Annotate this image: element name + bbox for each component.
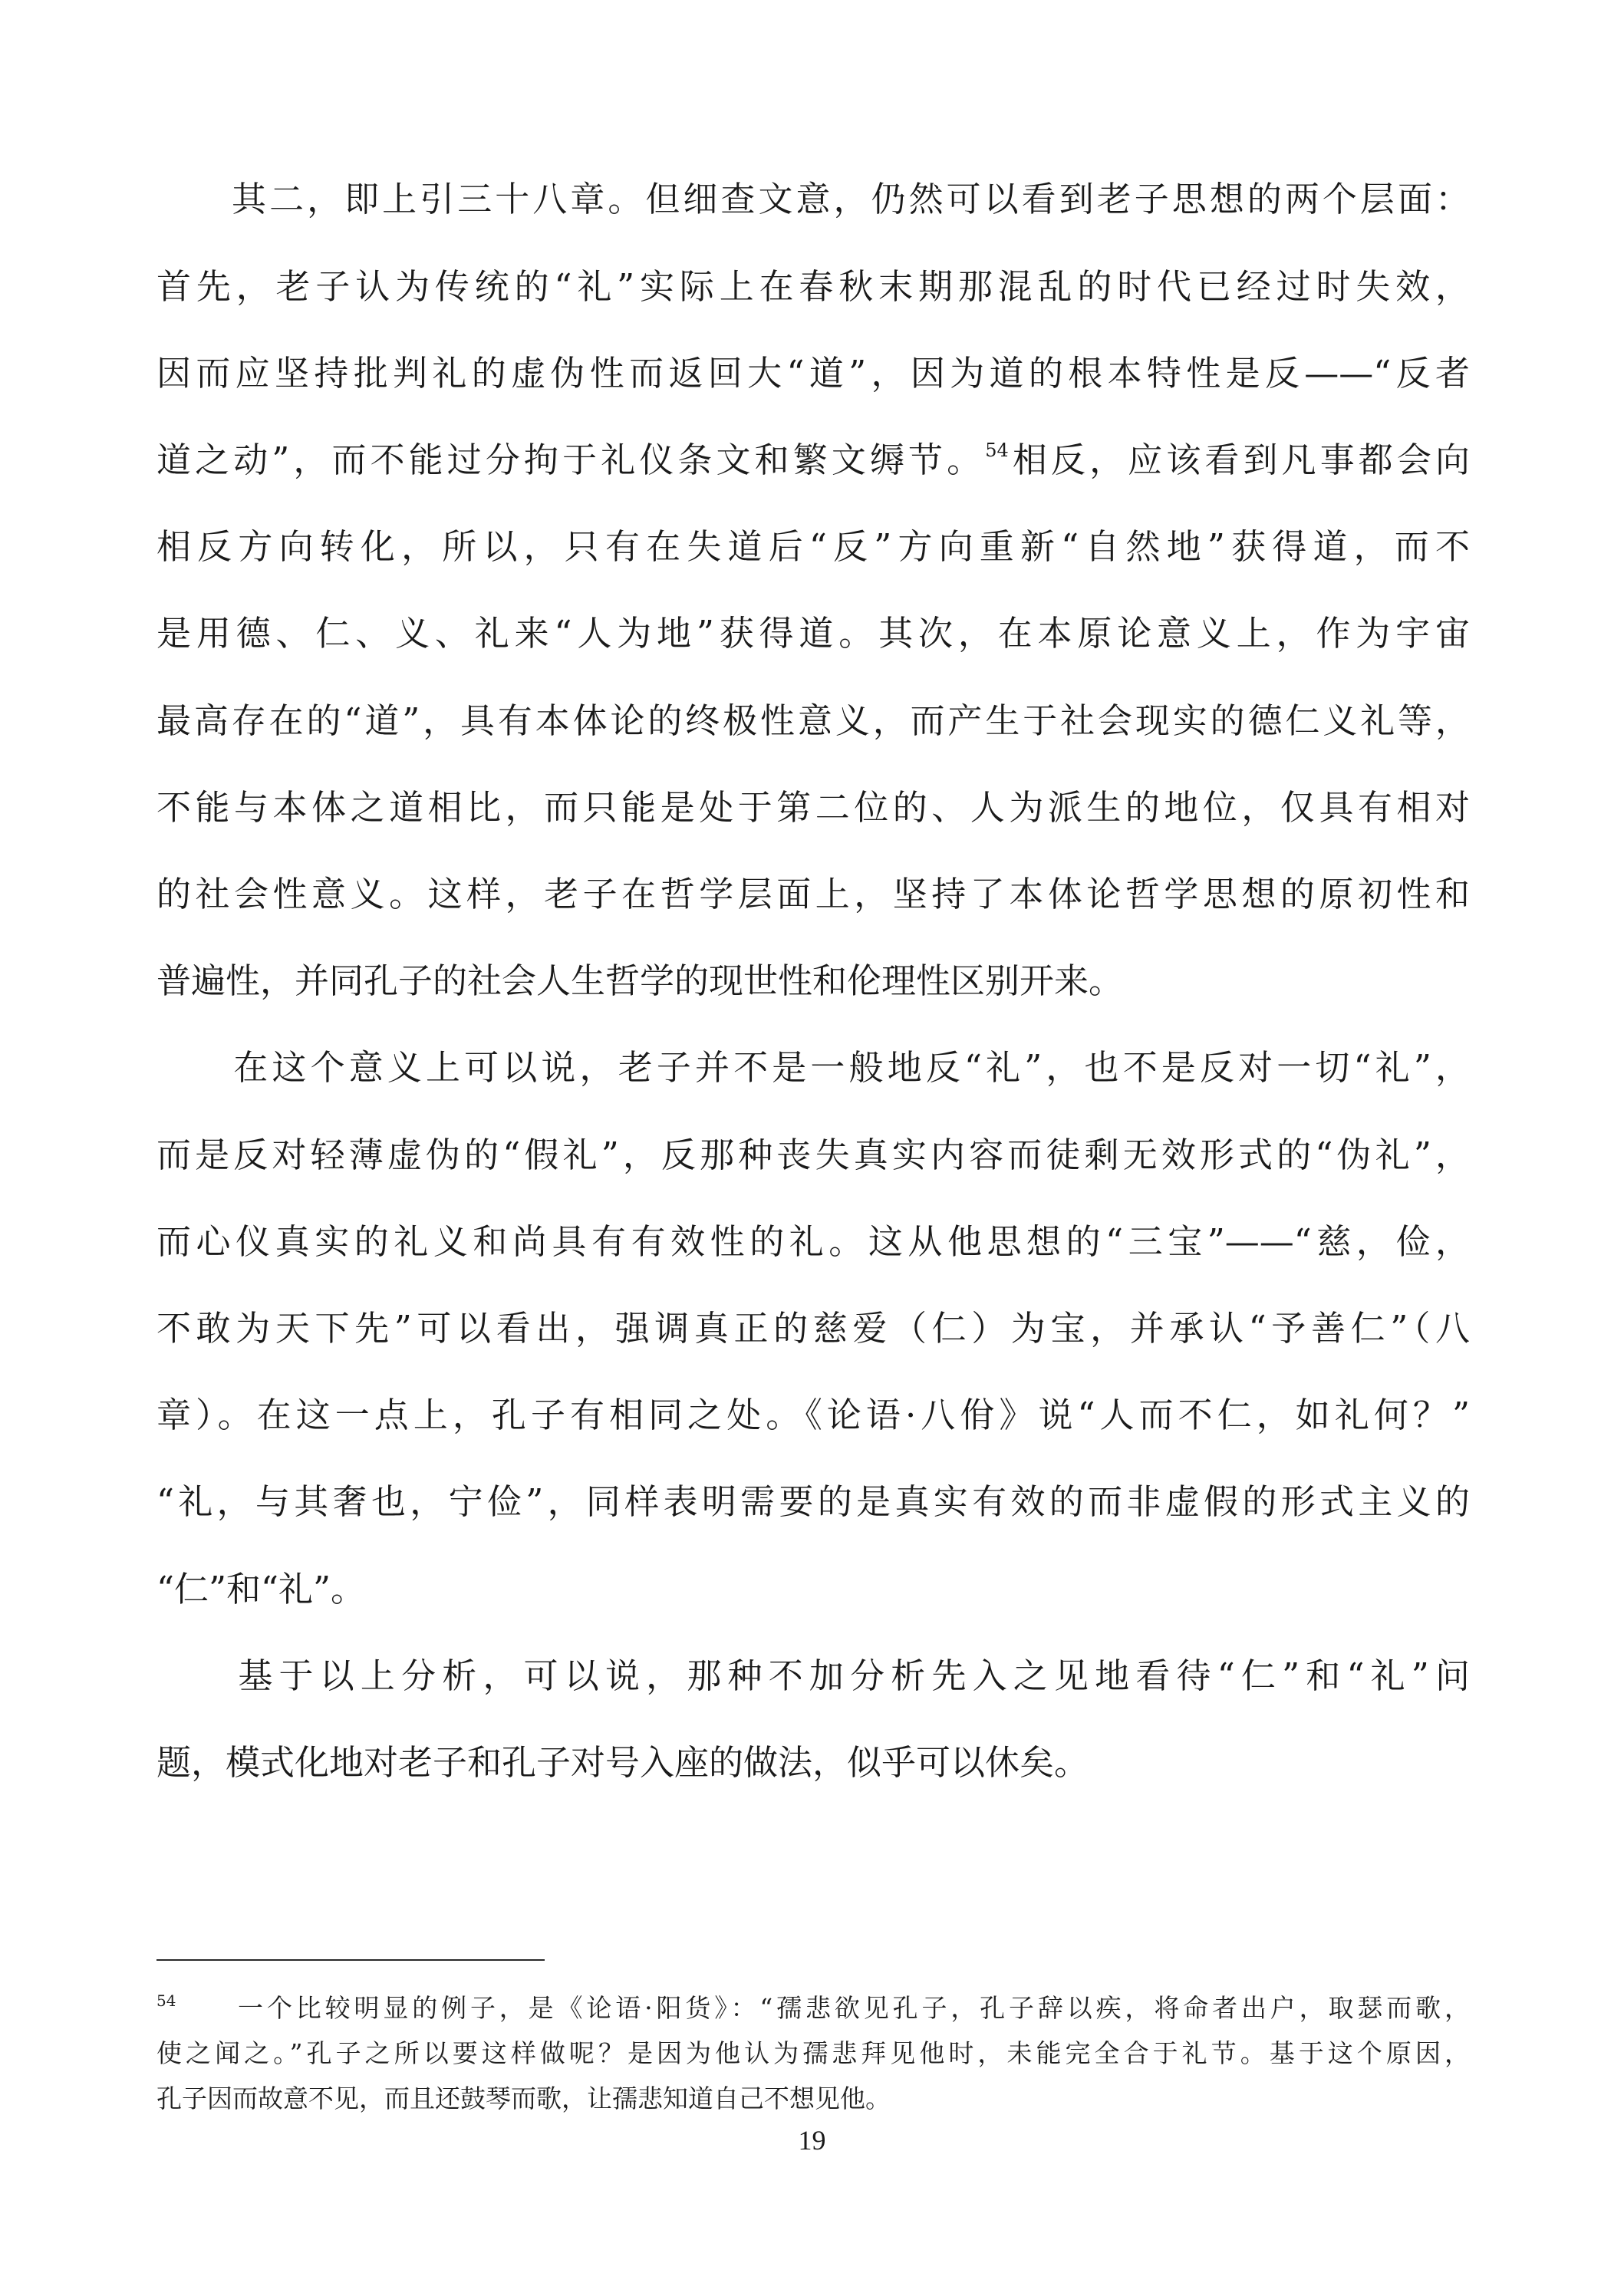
footnote-line: 孔子因而故意不见，而且还鼓琴而歌，让孺悲知道自己不想见他。 (156, 2084, 891, 2113)
body-line-text: 相反，应该看到凡事都会向 (1008, 440, 1470, 480)
body-line-with-footnote-ref (156, 437, 1470, 483)
footnote-line: 使之闻之。”孔子之所以要这样做呢？是因为他认为孺悲拜见他时，未能完全合于礼节。基于这个原因， (156, 2038, 1470, 2068)
body-line: 最高存在的“道”，具有本体论的终极性意义，而产生于社会现实的德仁义礼等， (156, 700, 1470, 741)
body-line: 基于以上分析，可以说，那种不加分析先入之见地看待“仁”和“礼”问 (156, 1655, 1470, 1696)
body-line: 是用德、仁、义、礼来“人为地”获得道。其次，在本原论意义上，作为宇宙 (156, 613, 1470, 654)
body-line: 因而应坚持批判礼的虚伪性而返回大“道”，因为道的根本特性是反——“反者 (156, 353, 1470, 394)
body-line: 而心仪真实的礼义和尚具有有效性的礼。这从他思想的“三宝”——“慈，俭， (156, 1221, 1470, 1262)
footnote-line (156, 1991, 1470, 2025)
body-line: 其二，即上引三十八章。但细查文意，仍然可以看到老子思想的两个层面： (156, 179, 1470, 219)
footnote-separator (156, 1959, 545, 1961)
body-line: 而是反对轻薄虚伪的“假礼”，反那种丧失真实内容而徒剩无效形式的“伪礼”， (156, 1135, 1470, 1175)
body-line: 的社会性意义。这样，老子在哲学层面上，坚持了本体论哲学思想的原初性和 (156, 874, 1470, 914)
body-line: 不敢为天下先”可以看出，强调真正的慈爱（仁）为宝，并承认“予善仁”（八 (156, 1308, 1470, 1349)
body-line: 相反方向转化，所以，只有在失道后“反”方向重新“自然地”获得道，而不 (156, 526, 1470, 567)
body-line: “礼，与其奢也，宁俭”，同样表明需要的是真实有效的而非虚假的形式主义的 (156, 1481, 1470, 1522)
body-line: 章）。在这一点上，孔子有相同之处。《论语·八佾》说“人而不仁，如礼何？” (156, 1395, 1470, 1435)
body-line: 不能与本体之道相比，而只能是处于第二位的、人为派生的地位，仅具有相对 (156, 787, 1470, 828)
body-line: “仁”和“礼”。 (156, 1569, 366, 1609)
body-line-text: 道之动”，而不能过分拘于礼仪条文和繁文缛节。 (156, 440, 986, 480)
footnote-text: 一个比较明显的例子，是《论语·阳货》：“孺悲欲见孔子，孔子辞以疾，将命者出户，取瑟而歌， (176, 1993, 1470, 2023)
body-line: 首先，老子认为传统的“礼”实际上在春秋末期那混乱的时代已经过时失效， (156, 266, 1470, 307)
page-number: 19 (798, 2125, 826, 2156)
footnote-marker: 54 (156, 1991, 176, 2010)
body-line: 普遍性，并同孔子的社会人生哲学的现世性和伦理性区别开来。 (156, 960, 1124, 1001)
footnote-reference[interactable]: 54 (985, 440, 1009, 461)
body-line: 在这个意义上可以说，老子并不是一般地反“礼”，也不是反对一切“礼”， (156, 1047, 1470, 1088)
body-line: 题，模式化地对老子和孔子对号入座的做法，似乎可以休矣。 (156, 1742, 1089, 1783)
